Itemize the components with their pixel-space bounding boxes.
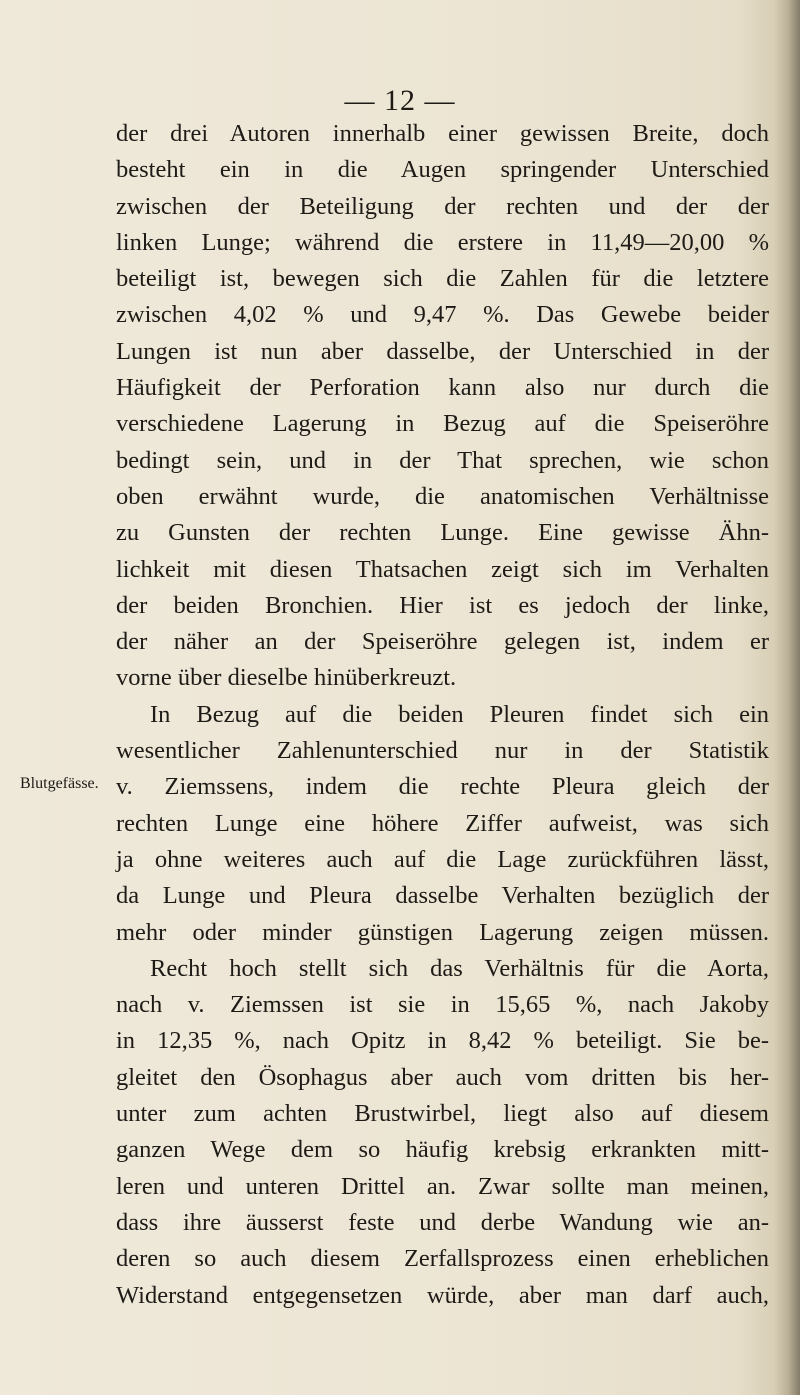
text-line: ja ohne weiteres auch auf die Lage zurückführen lässt,	[116, 845, 769, 873]
margin-note: Blutgefässe.	[20, 775, 99, 792]
text-line: Häufigkeit der Perforation kann also nur durch die	[116, 374, 769, 402]
text-line: zwischen 4,02 % und 9,47 %. Das Gewebe beider	[116, 301, 769, 329]
text-line: v. Ziemssens, indem die rechte Pleura gleich der	[116, 773, 769, 801]
text-line: dass ihre äusserst feste und derbe Wandung wie an-	[116, 1208, 769, 1236]
text-line: In Bezug auf die beiden Pleuren findet sich ein	[150, 700, 769, 728]
text-line: vorne über dieselbe hinüberkreuzt.	[116, 664, 457, 692]
text-line: unter zum achten Brustwirbel, liegt also auf diesem	[116, 1100, 769, 1128]
text-line: ganzen Wege dem so häufig krebsig erkrankten mitt-	[116, 1136, 769, 1164]
page-edge-shadow	[774, 0, 800, 1395]
text-line: zu Gunsten der rechten Lunge. Eine gewisse Ähn-	[116, 519, 769, 547]
text-line: in 12,35 %, nach Opitz in 8,42 % beteiligt. Sie be-	[116, 1027, 769, 1055]
text-line: leren und unteren Drittel an. Zwar sollte man meinen,	[116, 1172, 769, 1200]
text-line: linken Lunge; während die erstere in 11,49—20,00 %	[116, 228, 769, 256]
page-number: — 12 —	[344, 84, 456, 117]
text-line: da Lunge und Pleura dasselbe Verhalten bezüglich der	[116, 882, 769, 910]
text-line: nach v. Ziemssen ist sie in 15,65 %, nach Jakoby	[116, 991, 769, 1019]
body-text	[116, 116, 769, 1314]
text-line: rechten Lunge eine höhere Ziffer aufweist, was sich	[116, 809, 769, 837]
text-line: oben erwähnt wurde, die anatomischen Verhältnisse	[116, 482, 769, 510]
text-line: mehr oder minder günstigen Lagerung zeigen müssen.	[116, 918, 769, 946]
text-line: der drei Autoren innerhalb einer gewissen Breite, doch	[116, 120, 769, 147]
text-line: Lungen ist nun aber dasselbe, der Unterschied in der	[116, 337, 769, 365]
text-line: Recht hoch stellt sich das Verhältnis für die Aorta,	[150, 954, 769, 982]
text-line: deren so auch diesem Zerfallsprozess einen erheblichen	[116, 1245, 769, 1273]
text-line: bedingt sein, und in der That sprechen, wie schon	[116, 446, 769, 474]
text-line: lichkeit mit diesen Thatsachen zeigt sich im Verhalten	[116, 555, 769, 583]
text-line: wesentlicher Zahlenunterschied nur in der Statistik	[116, 737, 769, 765]
text-line: verschiedene Lagerung in Bezug auf die Speiseröhre	[116, 410, 769, 438]
text-line: beteiligt ist, bewegen sich die Zahlen für die letztere	[116, 265, 769, 293]
text-line: Widerstand entgegensetzen würde, aber man darf auch,	[116, 1281, 769, 1309]
text-line: zwischen der Beteiligung der rechten und der der	[116, 192, 769, 220]
text-line: der beiden Bronchien. Hier ist es jedoch der linke,	[116, 591, 769, 619]
text-line: der näher an der Speiseröhre gelegen ist, indem er	[116, 628, 769, 656]
text-line: besteht ein in die Augen springender Unterschied	[116, 156, 769, 184]
text-line: gleitet den Ösophagus aber auch vom dritten bis her-	[116, 1063, 769, 1091]
